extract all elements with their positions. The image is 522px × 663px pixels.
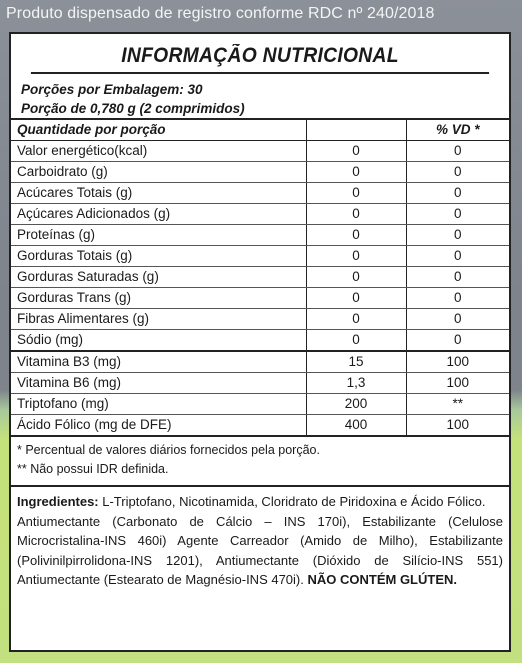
row-vd: 0 [406, 141, 509, 162]
row-name: Vitamina B6 (mg) [11, 373, 306, 394]
row-name: Açúcares Adicionados (g) [11, 204, 306, 225]
row-name: Vitamina B3 (mg) [11, 351, 306, 373]
header-quantity-label: Quantidade por porção [11, 120, 306, 141]
ingredients-section [11, 487, 509, 590]
row-quantity: 0 [306, 225, 406, 246]
table-row [11, 267, 509, 288]
ingredients-text: L-Triptofano, Nicotinamida, Cloridrato de Piridoxina e Ácido Fólico. [98, 494, 486, 509]
row-name: Gorduras Totais (g) [11, 246, 306, 267]
row-vd: 0 [406, 183, 509, 204]
nutrition-facts-panel [9, 32, 511, 652]
table-row [11, 204, 509, 225]
row-quantity: 15 [306, 351, 406, 373]
table-row [11, 246, 509, 267]
row-name: Valor energético(kcal) [11, 141, 306, 162]
table-row [11, 288, 509, 309]
gluten-warning: NÃO CONTÉM GLÚTEN. [307, 572, 457, 587]
row-quantity: 1,3 [306, 373, 406, 394]
row-quantity: 0 [306, 141, 406, 162]
portion-size: Porção de 0,780 g (2 comprimidos) [21, 101, 245, 116]
ingredients-list [17, 492, 503, 512]
row-vd: 0 [406, 330, 509, 352]
nutrition-title: INFORMAÇÃO NUTRICIONAL [31, 34, 489, 74]
table-row [11, 183, 509, 204]
row-vd: 100 [406, 415, 509, 437]
table-row [11, 141, 509, 162]
row-quantity: 400 [306, 415, 406, 437]
row-name: Sódio (mg) [11, 330, 306, 352]
footnote-idr: ** Não possui IDR definida. [17, 462, 169, 476]
row-name: Carboidrato (g) [11, 162, 306, 183]
row-name: Triptofano (mg) [11, 394, 306, 415]
table-row [11, 394, 509, 415]
table-row [11, 225, 509, 246]
row-name: Proteínas (g) [11, 225, 306, 246]
header-empty-cell [306, 120, 406, 141]
table-row [11, 330, 509, 352]
row-vd: ** [406, 394, 509, 415]
row-quantity: 0 [306, 183, 406, 204]
row-quantity: 0 [306, 309, 406, 330]
row-vd: 0 [406, 267, 509, 288]
row-quantity: 0 [306, 288, 406, 309]
row-name: Gorduras Saturadas (g) [11, 267, 306, 288]
row-vd: 0 [406, 204, 509, 225]
row-vd: 0 [406, 288, 509, 309]
registration-notice: Produto dispensado de registro conforme RDC nº 240/2018 [6, 5, 435, 22]
row-quantity: 0 [306, 162, 406, 183]
row-vd: 0 [406, 309, 509, 330]
row-quantity: 0 [306, 330, 406, 352]
header-vd-label: % VD * [406, 120, 509, 141]
nutrient-rows [11, 141, 509, 352]
row-name: Acúcares Totais (g) [11, 183, 306, 204]
additives-list [17, 512, 503, 590]
row-vd: 0 [406, 246, 509, 267]
row-quantity: 0 [306, 246, 406, 267]
ingredients-label: Ingredientes: [17, 494, 99, 509]
table-row [11, 309, 509, 330]
row-name: Fibras Alimentares (g) [11, 309, 306, 330]
row-name: Ácido Fólico (mg de DFE) [11, 415, 306, 437]
row-quantity: 0 [306, 267, 406, 288]
row-vd: 0 [406, 162, 509, 183]
portions-per-package: Porções por Embalagem: 30 [21, 82, 203, 97]
table-row [11, 373, 509, 394]
footnotes [11, 437, 509, 487]
row-quantity: 0 [306, 204, 406, 225]
row-quantity: 200 [306, 394, 406, 415]
portion-info [11, 74, 509, 120]
footnote-vd: * Percentual de valores diários fornecidos pela porção. [17, 443, 320, 457]
table-header-row [11, 120, 509, 141]
table-row [11, 162, 509, 183]
row-name: Gorduras Trans (g) [11, 288, 306, 309]
table-row [11, 415, 509, 437]
additives-text: Antiumectante (Carbonato de Cálcio – INS 170i), Estabilizante (Celulose Microcristalina-INS 460i) Agente Carreador (Amido de Milho), Estabilizante (Polivinilpirrolidona-INS 1201), Antiumectante (Dióxido de Silício-INS 551) Antiumectante (Estearato de Magnésio-INS 470i). [17, 513, 503, 587]
nutrition-table [11, 120, 509, 437]
table-row [11, 351, 509, 373]
row-vd: 100 [406, 351, 509, 373]
row-vd: 0 [406, 225, 509, 246]
vitamin-rows [11, 351, 509, 436]
row-vd: 100 [406, 373, 509, 394]
